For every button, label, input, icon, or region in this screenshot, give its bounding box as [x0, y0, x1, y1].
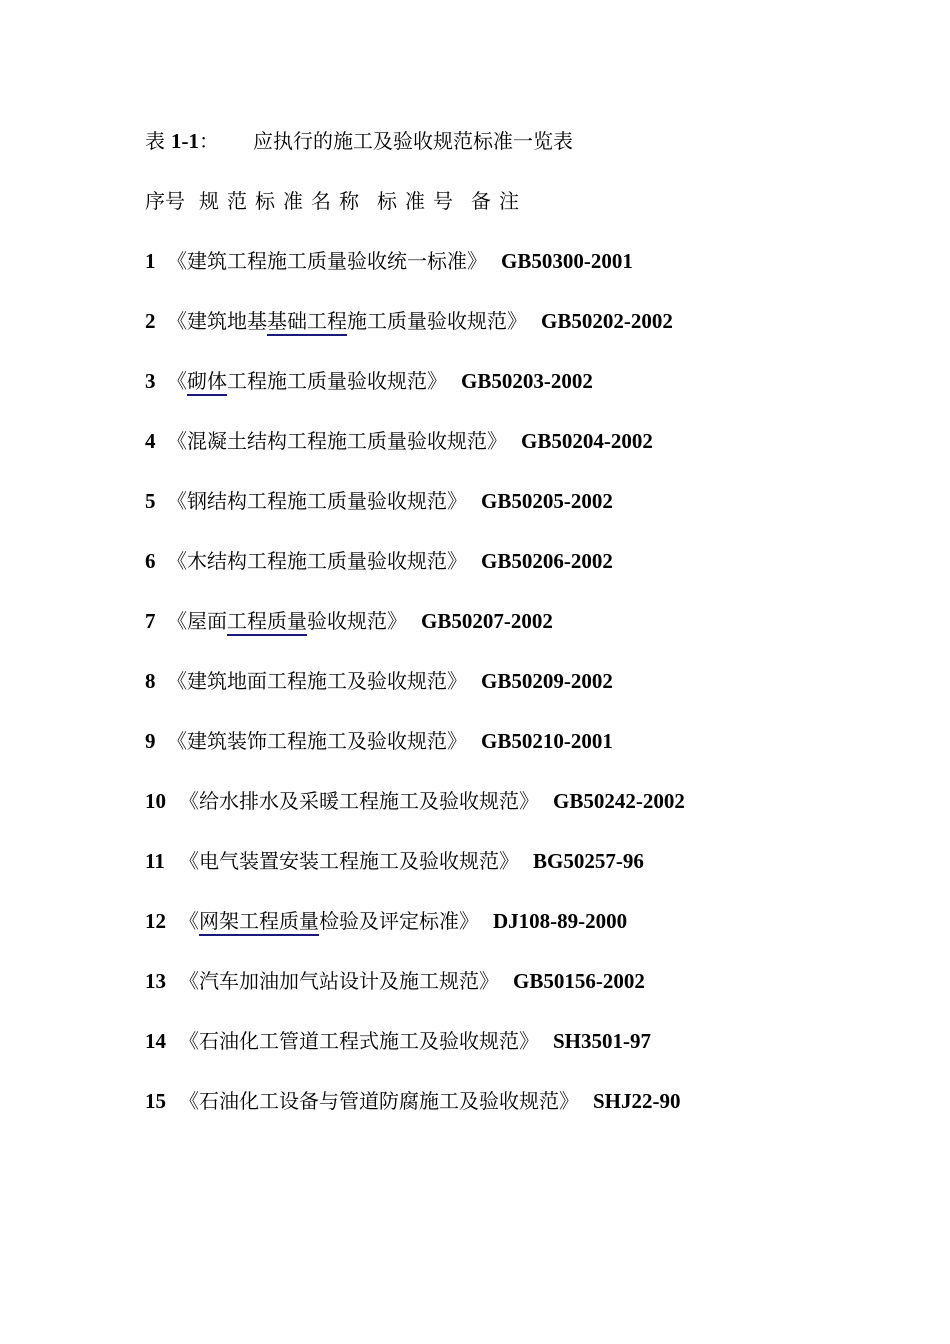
standard-name: 《	[179, 909, 199, 933]
standard-name: 检验及评定标准》	[319, 909, 479, 933]
row-number: 3	[145, 369, 156, 393]
table-header	[145, 186, 527, 216]
row-number: 6	[145, 549, 156, 573]
table-row	[145, 546, 613, 576]
table-row	[145, 606, 553, 636]
table-row	[145, 786, 685, 816]
standard-name: 《建筑地基	[167, 309, 267, 333]
standard-name-link[interactable]: 网架工程质量	[199, 909, 319, 936]
standard-name: 《建筑工程施工质量验收统一标准》	[167, 249, 487, 273]
standard-name: 《石油化工设备与管道防腐施工及验收规范》	[179, 1089, 579, 1113]
row-number: 8	[145, 669, 156, 693]
standard-code: SHJ22-90	[593, 1089, 681, 1113]
table-row	[145, 426, 653, 456]
standard-code: GB50210-2001	[481, 729, 613, 753]
standard-name-link[interactable]: 砌体	[187, 369, 227, 396]
standard-name: 《钢结构工程施工质量验收规范》	[167, 489, 467, 513]
row-number: 1	[145, 249, 156, 273]
standard-code: BG50257-96	[533, 849, 644, 873]
standard-code: SH3501-97	[553, 1029, 652, 1053]
table-row	[145, 966, 645, 996]
standard-code: GB50156-2002	[513, 969, 645, 993]
standard-code: DJ108-89-2000	[493, 909, 628, 933]
standard-code: GB50209-2002	[481, 669, 613, 693]
table-row	[145, 306, 673, 336]
caption-number: 1-1	[171, 129, 199, 153]
row-number: 2	[145, 309, 156, 333]
standard-name: 《	[167, 369, 187, 393]
row-number: 15	[145, 1089, 166, 1113]
standard-name: 《汽车加油加气站设计及施工规范》	[179, 969, 499, 993]
table-row	[145, 726, 613, 756]
row-number: 13	[145, 969, 166, 993]
standard-name: 工程施工质量验收规范》	[227, 369, 447, 393]
standard-name: 《混凝土结构工程施工质量验收规范》	[167, 429, 507, 453]
table-row	[145, 846, 644, 876]
row-number: 12	[145, 909, 166, 933]
standard-name: 施工质量验收规范》	[347, 309, 527, 333]
table-row	[145, 1086, 681, 1116]
row-number: 14	[145, 1029, 166, 1053]
standard-name: 《建筑地面工程施工及验收规范》	[167, 669, 467, 693]
standard-code: GB50207-2002	[421, 609, 553, 633]
table-caption	[145, 126, 573, 156]
caption-text: 应执行的施工及验收规范标准一览表	[253, 129, 573, 153]
row-number: 5	[145, 489, 156, 513]
row-number: 4	[145, 429, 156, 453]
standard-name: 《木结构工程施工质量验收规范》	[167, 549, 467, 573]
standard-name-link[interactable]: 工程质量	[227, 609, 307, 636]
caption-prefix: 表	[145, 129, 165, 153]
standard-code: GB50242-2002	[553, 789, 685, 813]
standard-code: GB50206-2002	[481, 549, 613, 573]
table-row	[145, 666, 613, 696]
row-number: 11	[145, 849, 165, 873]
table-row	[145, 366, 593, 396]
caption-colon: ：	[199, 129, 219, 153]
standard-code: GB50204-2002	[521, 429, 653, 453]
standard-name: 《屋面	[167, 609, 227, 633]
standard-code: GB50205-2002	[481, 489, 613, 513]
standard-code: GB50300-2001	[501, 249, 633, 273]
standard-code: GB50203-2002	[461, 369, 593, 393]
header-remark: 备注	[471, 189, 527, 213]
row-number: 7	[145, 609, 156, 633]
standard-name: 《石油化工管道工程式施工及验收规范》	[179, 1029, 539, 1053]
table-row	[145, 246, 633, 276]
standard-name: 《给水排水及采暖工程施工及验收规范》	[179, 789, 539, 813]
table-row	[145, 1026, 651, 1056]
header-index: 序号	[145, 189, 185, 213]
table-row	[145, 906, 627, 936]
row-number: 9	[145, 729, 156, 753]
header-name: 规范标准名称	[199, 189, 367, 213]
standard-name: 验收规范》	[307, 609, 407, 633]
header-code: 标准号	[377, 189, 461, 213]
standard-name: 《建筑装饰工程施工及验收规范》	[167, 729, 467, 753]
standard-code: GB50202-2002	[541, 309, 673, 333]
standard-name: 《电气装置安装工程施工及验收规范》	[179, 849, 519, 873]
row-number: 10	[145, 789, 166, 813]
standard-name-link[interactable]: 基础工程	[267, 309, 347, 336]
table-row	[145, 486, 613, 516]
